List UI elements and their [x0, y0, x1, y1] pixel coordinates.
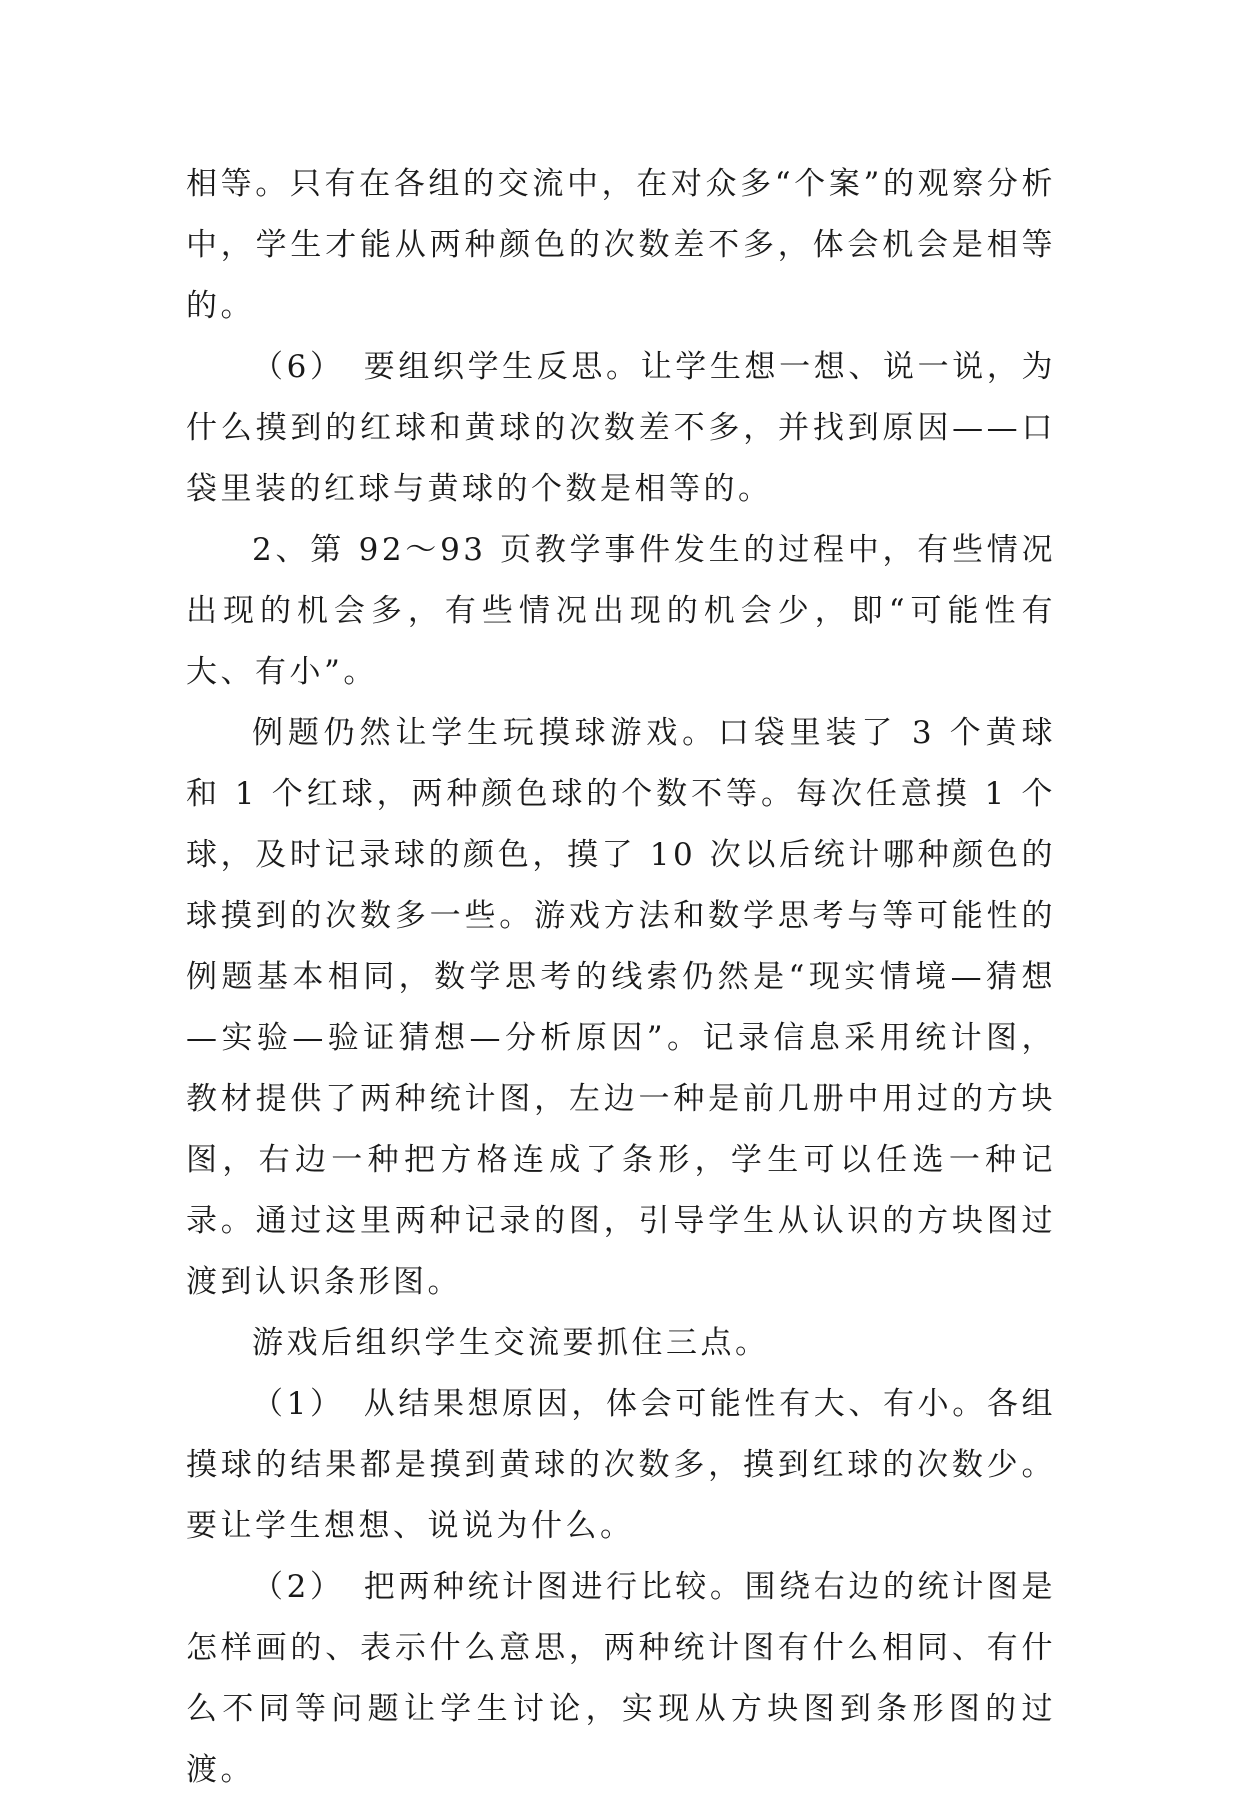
paragraph-7: （2） 把两种统计图进行比较。围绕右边的统计图是怎样画的、表示什么意思，两种统计图有什么相同、有什么不同等问题让学生讨论，实现从方块图到条形图的过渡。: [186, 1569, 1056, 1788]
paragraph-4: 例题仍然让学生玩摸球游戏。口袋里装了 3 个黄球和 1 个红球，两种颜色球的个数不等。每次任意摸 1 个球，及时记录球的颜色，摸了 10 次以后统计哪种颜色的球摸到的次数多一些。游戏方法和数学思考与等可能性的例题基本相同，数学思考的线索仍然是“现实情境—猜想—实验—验证猜想—分析原因”。记录信息采用统计图，教材提供了两种统计图，左边一种是前几册中用过的方块图，右边一种把方格连成了条形，学生可以任选一种记录。通过这里两种记录的图，引导学生从认识的方块图过渡到认识条形图。: [186, 715, 1056, 1300]
paragraph-2: （6） 要组织学生反思。让学生想一想、说一说，为什么摸到的红球和黄球的次数差不多，并找到原因——口袋里装的红球与黄球的个数是相等的。: [186, 349, 1056, 507]
paragraph-6: （1） 从结果想原因，体会可能性有大、有小。各组摸球的结果都是摸到黄球的次数多，摸到红球的次数少。要让学生想想、说说为什么。: [186, 1386, 1056, 1544]
paragraph-3: 2、第 92～93 页教学事件发生的过程中，有些情况出现的机会多，有些情况出现的机会少，即“可能性有大、有小”。: [186, 532, 1056, 690]
body-text: [186, 154, 1056, 1801]
paragraph-5: 游戏后组织学生交流要抓住三点。: [252, 1325, 770, 1361]
paragraph-1: 相等。只有在各组的交流中，在对众多“个案”的观察分析中，学生才能从两种颜色的次数差不多，体会机会是相等的。: [186, 166, 1056, 324]
